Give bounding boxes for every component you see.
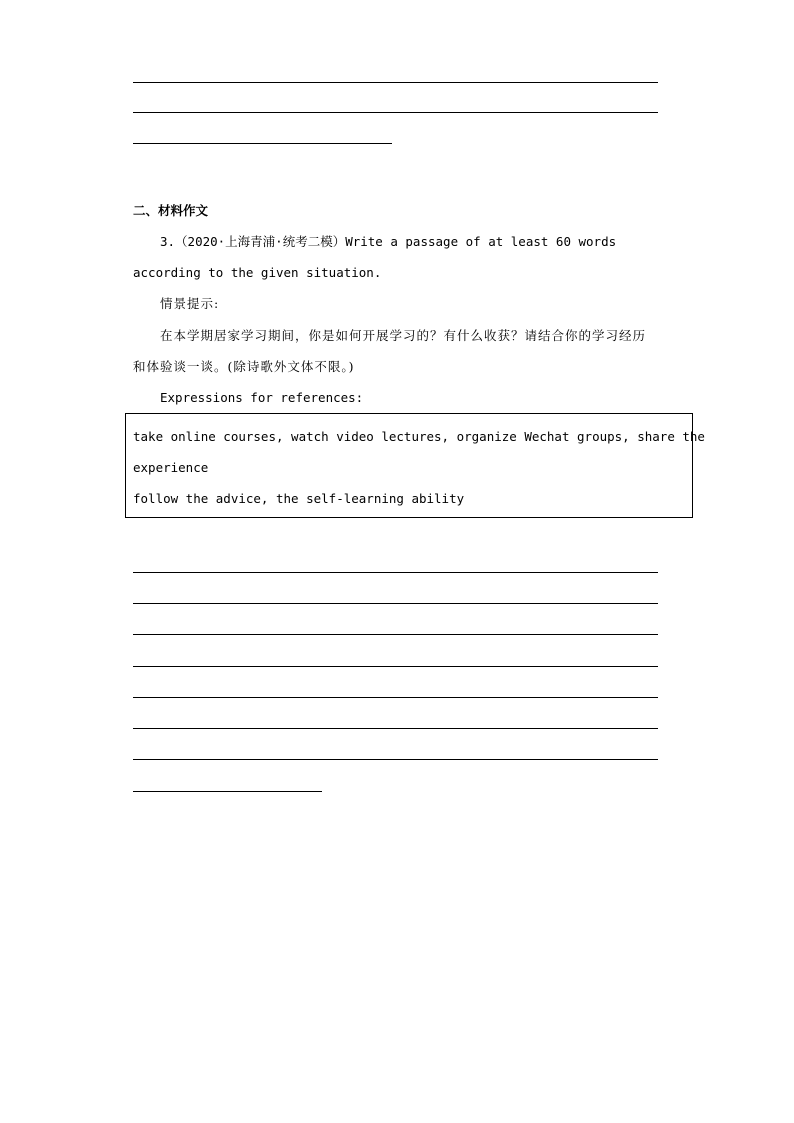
answer-line-4: [133, 666, 658, 667]
prompt-line-2: 和体验谈一谈。(除诗歌外文体不限。): [133, 359, 355, 374]
answer-line-top-3-short: [133, 143, 392, 144]
reference-box: [125, 413, 705, 518]
answer-line-top-1: [133, 82, 658, 83]
expressions-label: Expressions for references:: [160, 390, 364, 405]
reference-line-2: experience: [133, 460, 209, 475]
reference-line-1: take online courses, watch video lectures, organize Wechat groups, share the: [133, 429, 705, 444]
prompt-line-1: 在本学期居家学习期间，你是如何开展学习的？有什么收获？请结合你的学习经历: [160, 328, 647, 343]
section-heading: 二、材料作文: [133, 203, 209, 218]
answer-line-5: [133, 697, 658, 698]
answer-line-3: [133, 634, 658, 635]
answer-line-2: [133, 603, 658, 604]
answer-line-top-2: [133, 112, 658, 113]
question-line-2: according to the given situation.: [133, 265, 382, 280]
answer-line-1: [133, 572, 658, 573]
answer-line-7: [133, 759, 658, 760]
answer-line-8-short: [133, 791, 322, 792]
reference-line-3: follow the advice, the self-learning ability: [133, 491, 465, 506]
question-line-1: 3.（2020·上海青浦·统考二模）Write a passage of at least 60 words: [160, 234, 617, 249]
answer-line-6: [133, 728, 658, 729]
hint-label: 情景提示:: [160, 296, 220, 311]
